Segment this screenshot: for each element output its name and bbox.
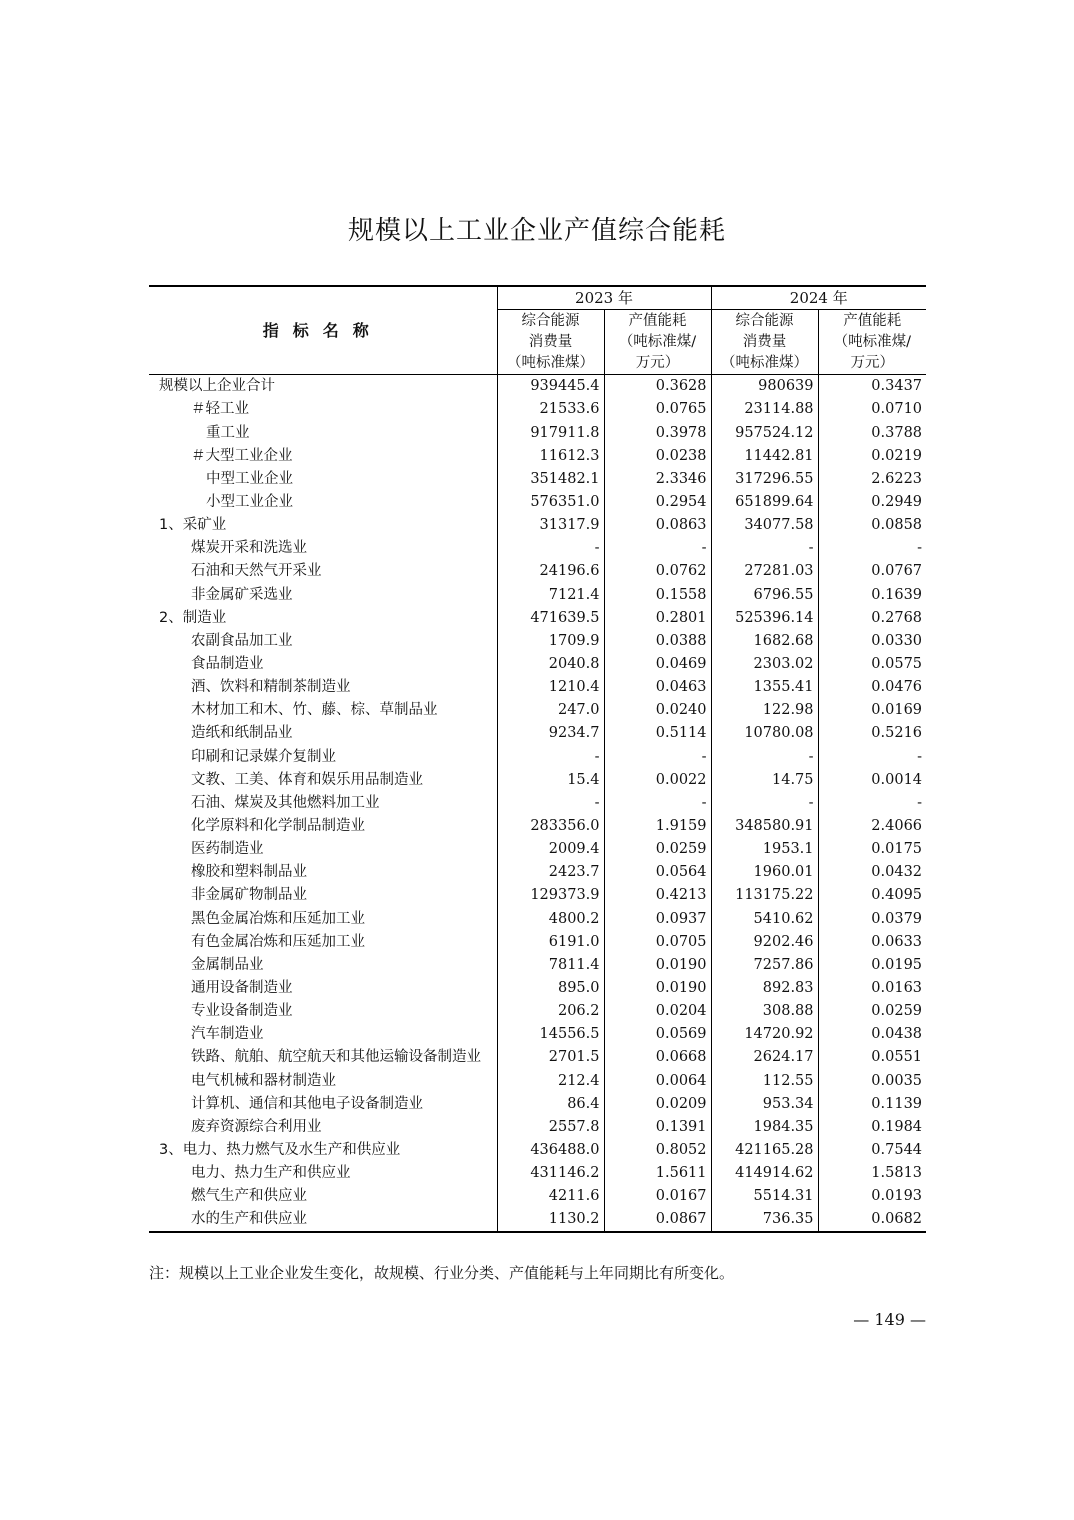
indicator-name: 文教、工美、体育和娱乐用品制造业 bbox=[191, 771, 423, 788]
year-2024-header: 2024 年 bbox=[711, 286, 926, 310]
energy-2024-value: 7257.86 bbox=[711, 954, 818, 977]
intensity-2024-value: 0.1984 bbox=[818, 1116, 926, 1139]
energy-2024-value: 113175.22 bbox=[711, 884, 818, 907]
table-row bbox=[149, 444, 926, 467]
intensity-2023-value: 0.0190 bbox=[604, 954, 711, 977]
intensity-2023-value: 0.0705 bbox=[604, 930, 711, 953]
intensity-2024-value: 0.0195 bbox=[818, 954, 926, 977]
intensity-2024-value: 0.0432 bbox=[818, 861, 926, 884]
intensity-2023-value: 0.8052 bbox=[604, 1139, 711, 1162]
table-row bbox=[149, 977, 926, 1000]
indicator-name: 煤炭开采和洗选业 bbox=[191, 540, 307, 557]
indicator-name: 石油、煤炭及其他燃料加工业 bbox=[191, 794, 380, 811]
table-row bbox=[149, 930, 926, 953]
energy-2023-value: 283356.0 bbox=[497, 815, 604, 838]
energy-2023-value: 917911.8 bbox=[497, 421, 604, 444]
table-row bbox=[149, 653, 926, 676]
energy-2024-value: 957524.12 bbox=[711, 421, 818, 444]
energy-2024-value: 1960.01 bbox=[711, 861, 818, 884]
indicator-name: 汽车制造业 bbox=[191, 1026, 264, 1043]
indicator-name: 印刷和记录媒介复制业 bbox=[191, 748, 336, 765]
indicator-name: 专业设备制造业 bbox=[191, 1003, 293, 1020]
energy-2023-value: 2701.5 bbox=[497, 1046, 604, 1069]
table-row bbox=[149, 421, 926, 444]
energy-2023-value: 576351.0 bbox=[497, 491, 604, 514]
intensity-2023-value: 0.0564 bbox=[604, 861, 711, 884]
indicator-name: 黑色金属冶炼和压延加工业 bbox=[191, 910, 365, 927]
table-row bbox=[149, 630, 926, 653]
energy-2023-value: 247.0 bbox=[497, 699, 604, 722]
intensity-2023-value: 0.0469 bbox=[604, 653, 711, 676]
intensity-2023-value: 0.1391 bbox=[604, 1116, 711, 1139]
energy-2024-value: 11442.81 bbox=[711, 444, 818, 467]
intensity-2024-value: 0.0379 bbox=[818, 907, 926, 930]
footnote: 注：规模以上工业企业发生变化，故规模、行业分类、产值能耗与上年同期比有所变化。 bbox=[149, 1264, 735, 1282]
energy-2024-value: 317296.55 bbox=[711, 468, 818, 491]
indicator-name: 酒、饮料和精制茶制造业 bbox=[191, 679, 351, 696]
energy-2023-value: - bbox=[497, 745, 604, 768]
intensity-2023-value: 0.1558 bbox=[604, 583, 711, 606]
table-row bbox=[149, 699, 926, 722]
intensity-2023-value: - bbox=[604, 792, 711, 815]
table-row bbox=[149, 792, 926, 815]
table-row bbox=[149, 560, 926, 583]
intensity-2023-value: 1.5611 bbox=[604, 1162, 711, 1185]
intensity-2024-value: 2.6223 bbox=[818, 468, 926, 491]
indicator-name: 农副食品加工业 bbox=[191, 632, 293, 649]
energy-2024-value: 348580.91 bbox=[711, 815, 818, 838]
intensity-2023-value: - bbox=[604, 745, 711, 768]
indicator-name: 橡胶和塑料制品业 bbox=[191, 864, 307, 881]
intensity-2024-value: 0.0163 bbox=[818, 977, 926, 1000]
indicator-name: 食品制造业 bbox=[191, 656, 264, 672]
intensity-2024-value: 0.0476 bbox=[818, 676, 926, 699]
table-row bbox=[149, 1046, 926, 1069]
table-row bbox=[149, 1208, 926, 1232]
intensity-2023-value: 0.0388 bbox=[604, 630, 711, 653]
table-row bbox=[149, 514, 926, 537]
energy-2023-value: 86.4 bbox=[497, 1092, 604, 1115]
intensity-2023-value: 0.3628 bbox=[604, 375, 711, 399]
energy-2024-value: 23114.88 bbox=[711, 398, 818, 421]
intensity-2024-value: 0.0014 bbox=[818, 768, 926, 791]
indicator-name: 燃气生产和供应业 bbox=[191, 1188, 307, 1205]
indicator-name: 木材加工和木、竹、藤、棕、草制品业 bbox=[191, 702, 438, 719]
energy-2023-value: 7121.4 bbox=[497, 583, 604, 606]
energy-2024-header: 综合能源 消费量 （吨标准煤） bbox=[711, 310, 818, 375]
energy-2023-value: 1210.4 bbox=[497, 676, 604, 699]
intensity-2023-value: 0.0668 bbox=[604, 1046, 711, 1069]
intensity-2023-value: 0.0569 bbox=[604, 1023, 711, 1046]
energy-consumption-table bbox=[149, 285, 926, 1233]
indicator-name: 电气机械和器材制造业 bbox=[191, 1072, 336, 1089]
energy-2024-value: 308.88 bbox=[711, 1000, 818, 1023]
intensity-2024-value: - bbox=[818, 745, 926, 768]
intensity-2024-value: 0.0259 bbox=[818, 1000, 926, 1023]
intensity-2023-value: 0.0937 bbox=[604, 907, 711, 930]
energy-2024-value: 414914.62 bbox=[711, 1162, 818, 1185]
energy-2024-value: 122.98 bbox=[711, 699, 818, 722]
energy-2023-value: 129373.9 bbox=[497, 884, 604, 907]
energy-2023-value: 1130.2 bbox=[497, 1208, 604, 1232]
energy-2024-value: 1984.35 bbox=[711, 1116, 818, 1139]
table-row bbox=[149, 815, 926, 838]
intensity-2023-value: 0.0259 bbox=[604, 838, 711, 861]
intensity-2024-header: 产值能耗 （吨标准煤/ 万元） bbox=[818, 310, 926, 375]
intensity-2023-value: 0.0863 bbox=[604, 514, 711, 537]
energy-2023-value: 2423.7 bbox=[497, 861, 604, 884]
intensity-2023-value: 0.0022 bbox=[604, 768, 711, 791]
intensity-2024-value: 0.3437 bbox=[818, 375, 926, 399]
energy-2024-value: 10780.08 bbox=[711, 722, 818, 745]
energy-2024-value: 9202.46 bbox=[711, 930, 818, 953]
intensity-2024-value: 0.5216 bbox=[818, 722, 926, 745]
intensity-2024-value: 0.2949 bbox=[818, 491, 926, 514]
table-row bbox=[149, 1162, 926, 1185]
indicator-name: 小型工业企业 bbox=[206, 494, 293, 511]
energy-2023-value: 436488.0 bbox=[497, 1139, 604, 1162]
table-row bbox=[149, 838, 926, 861]
energy-2024-value: - bbox=[711, 537, 818, 560]
energy-2024-value: 5410.62 bbox=[711, 907, 818, 930]
energy-2024-value: 421165.28 bbox=[711, 1139, 818, 1162]
intensity-2024-value: 0.0219 bbox=[818, 444, 926, 467]
table-row bbox=[149, 884, 926, 907]
energy-2024-value: 2303.02 bbox=[711, 653, 818, 676]
energy-2024-value: 1682.68 bbox=[711, 630, 818, 653]
energy-2023-value: 895.0 bbox=[497, 977, 604, 1000]
indicator-name: 医药制造业 bbox=[191, 841, 264, 858]
intensity-2024-value: 0.0633 bbox=[818, 930, 926, 953]
table-row bbox=[149, 375, 926, 399]
energy-2023-value: 939445.4 bbox=[497, 375, 604, 399]
intensity-2024-value: 0.0551 bbox=[818, 1046, 926, 1069]
table-row bbox=[149, 491, 926, 514]
table-row bbox=[149, 1139, 926, 1162]
intensity-2023-value: 0.0238 bbox=[604, 444, 711, 467]
energy-2023-value: 6191.0 bbox=[497, 930, 604, 953]
table-body bbox=[149, 375, 926, 1233]
table-row bbox=[149, 398, 926, 421]
energy-2024-value: 14.75 bbox=[711, 768, 818, 791]
intensity-2023-header: 产值能耗 （吨标准煤/ 万元） bbox=[604, 310, 711, 375]
intensity-2024-value: 0.4095 bbox=[818, 884, 926, 907]
energy-2023-value: 4800.2 bbox=[497, 907, 604, 930]
page-number: — 149 — bbox=[853, 1310, 926, 1329]
energy-2024-value: 27281.03 bbox=[711, 560, 818, 583]
intensity-2023-value: 0.3978 bbox=[604, 421, 711, 444]
energy-2024-value: 1953.1 bbox=[711, 838, 818, 861]
intensity-2024-value: 0.0035 bbox=[818, 1069, 926, 1092]
energy-2023-value: 24196.6 bbox=[497, 560, 604, 583]
energy-2023-value: 471639.5 bbox=[497, 606, 604, 629]
table-row bbox=[149, 1000, 926, 1023]
indicator-name: 有色金属冶炼和压延加工业 bbox=[191, 933, 365, 950]
indicator-name: ＃大型工业企业 bbox=[191, 447, 293, 464]
table-row bbox=[149, 583, 926, 606]
energy-2024-value: 112.55 bbox=[711, 1069, 818, 1092]
intensity-2023-value: 0.0765 bbox=[604, 398, 711, 421]
energy-2023-value: - bbox=[497, 792, 604, 815]
table-row bbox=[149, 1116, 926, 1139]
page-title: 规模以上工业企业产值综合能耗 bbox=[347, 216, 726, 246]
table-row bbox=[149, 861, 926, 884]
table-row bbox=[149, 768, 926, 791]
energy-2024-value: - bbox=[711, 792, 818, 815]
indicator-name: 3、电力、热力燃气及水生产和供应业 bbox=[159, 1141, 401, 1158]
energy-2024-value: 1355.41 bbox=[711, 676, 818, 699]
table-row bbox=[149, 1185, 926, 1208]
year-2023-header: 2023 年 bbox=[497, 286, 711, 310]
indicator-name: 铁路、航舶、航空航天和其他运输设备制造业 bbox=[191, 1049, 481, 1066]
indicator-name: 1、采矿业 bbox=[159, 517, 227, 534]
indicator-name: 水的生产和供应业 bbox=[149, 1208, 497, 1232]
energy-2024-value: 34077.58 bbox=[711, 514, 818, 537]
intensity-2024-value: 0.0438 bbox=[818, 1023, 926, 1046]
intensity-2024-value: 0.0169 bbox=[818, 699, 926, 722]
intensity-2023-value: 0.4213 bbox=[604, 884, 711, 907]
indicator-name: 非金属矿采选业 bbox=[191, 586, 293, 603]
energy-2023-value: 206.2 bbox=[497, 1000, 604, 1023]
intensity-2023-value: 0.0240 bbox=[604, 699, 711, 722]
intensity-2023-value: 1.9159 bbox=[604, 815, 711, 838]
table-row bbox=[149, 676, 926, 699]
energy-2023-value: 9234.7 bbox=[497, 722, 604, 745]
indicator-name: ＃轻工业 bbox=[191, 401, 249, 418]
energy-2024-value: 953.34 bbox=[711, 1092, 818, 1115]
energy-2024-value: 980639 bbox=[711, 375, 818, 399]
intensity-2024-value: 2.4066 bbox=[818, 815, 926, 838]
intensity-2023-value: 0.0867 bbox=[604, 1208, 711, 1232]
energy-2024-value: 651899.64 bbox=[711, 491, 818, 514]
indicator-name: 中型工业企业 bbox=[206, 470, 293, 487]
indicator-name: 规模以上企业合计 bbox=[159, 378, 275, 395]
energy-2023-value: 2009.4 bbox=[497, 838, 604, 861]
energy-2024-value: 2624.17 bbox=[711, 1046, 818, 1069]
indicator-name: 重工业 bbox=[206, 424, 250, 441]
indicator-name: 电力、热力生产和供应业 bbox=[191, 1165, 351, 1182]
intensity-2023-value: 0.0167 bbox=[604, 1185, 711, 1208]
energy-2023-value: 14556.5 bbox=[497, 1023, 604, 1046]
intensity-2023-value: 0.2801 bbox=[604, 606, 711, 629]
energy-2023-value: 351482.1 bbox=[497, 468, 604, 491]
energy-2023-value: 21533.6 bbox=[497, 398, 604, 421]
table-row bbox=[149, 468, 926, 491]
energy-2023-value: 2557.8 bbox=[497, 1116, 604, 1139]
intensity-2024-value: 0.0767 bbox=[818, 560, 926, 583]
energy-2024-value: 736.35 bbox=[711, 1208, 818, 1232]
intensity-2024-value: 0.1639 bbox=[818, 583, 926, 606]
indicator-name: 造纸和纸制品业 bbox=[191, 725, 293, 742]
energy-2024-value: 6796.55 bbox=[711, 583, 818, 606]
intensity-2024-value: - bbox=[818, 792, 926, 815]
energy-2023-header: 综合能源 消费量 （吨标准煤） bbox=[497, 310, 604, 375]
intensity-2024-value: 0.0330 bbox=[818, 630, 926, 653]
indicator-name: 金属制品业 bbox=[191, 956, 264, 973]
intensity-2024-value: 0.3788 bbox=[818, 421, 926, 444]
intensity-2023-value: 0.0463 bbox=[604, 676, 711, 699]
intensity-2024-value: 0.0575 bbox=[818, 653, 926, 676]
energy-2024-value: 14720.92 bbox=[711, 1023, 818, 1046]
indicator-name: 计算机、通信和其他电子设备制造业 bbox=[191, 1095, 423, 1112]
energy-2023-value: 1709.9 bbox=[497, 630, 604, 653]
intensity-2023-value: 0.0190 bbox=[604, 977, 711, 1000]
indicator-name: 废弃资源综合利用业 bbox=[191, 1118, 322, 1135]
indicator-name: 非金属矿物制品业 bbox=[191, 887, 307, 904]
indicator-name-header: 指标名称 bbox=[149, 286, 497, 375]
energy-2023-value: 7811.4 bbox=[497, 954, 604, 977]
indicator-name: 化学原料和化学制品制造业 bbox=[191, 817, 365, 834]
intensity-2024-value: 0.1139 bbox=[818, 1092, 926, 1115]
table-row bbox=[149, 1069, 926, 1092]
intensity-2023-value: 0.0204 bbox=[604, 1000, 711, 1023]
energy-2024-value: 525396.14 bbox=[711, 606, 818, 629]
table-row bbox=[149, 537, 926, 560]
indicator-name: 通用设备制造业 bbox=[191, 979, 293, 996]
intensity-2024-value: 0.0682 bbox=[818, 1208, 926, 1232]
energy-2023-value: 11612.3 bbox=[497, 444, 604, 467]
intensity-2024-value: 1.5813 bbox=[818, 1162, 926, 1185]
energy-2023-value: 31317.9 bbox=[497, 514, 604, 537]
intensity-2023-value: 0.0209 bbox=[604, 1092, 711, 1115]
intensity-2023-value: 0.0064 bbox=[604, 1069, 711, 1092]
intensity-2024-value: 0.0710 bbox=[818, 398, 926, 421]
table-row bbox=[149, 606, 926, 629]
table-row bbox=[149, 722, 926, 745]
intensity-2023-value: - bbox=[604, 537, 711, 560]
intensity-2024-value: 0.0193 bbox=[818, 1185, 926, 1208]
intensity-2023-value: 0.0762 bbox=[604, 560, 711, 583]
table-row bbox=[149, 954, 926, 977]
table-row bbox=[149, 745, 926, 768]
intensity-2023-value: 2.3346 bbox=[604, 468, 711, 491]
energy-2024-value: - bbox=[711, 745, 818, 768]
table-row bbox=[149, 907, 926, 930]
energy-2023-value: 431146.2 bbox=[497, 1162, 604, 1185]
table-row bbox=[149, 1023, 926, 1046]
energy-2023-value: 212.4 bbox=[497, 1069, 604, 1092]
intensity-2024-value: 0.0858 bbox=[818, 514, 926, 537]
energy-2024-value: 892.83 bbox=[711, 977, 818, 1000]
energy-2024-value: 5514.31 bbox=[711, 1185, 818, 1208]
intensity-2024-value: 0.7544 bbox=[818, 1139, 926, 1162]
table-row bbox=[149, 1092, 926, 1115]
indicator-name: 2、制造业 bbox=[159, 609, 227, 626]
energy-2023-value: - bbox=[497, 537, 604, 560]
intensity-2024-value: 0.2768 bbox=[818, 606, 926, 629]
intensity-2024-value: 0.0175 bbox=[818, 838, 926, 861]
energy-2023-value: 15.4 bbox=[497, 768, 604, 791]
energy-2023-value: 2040.8 bbox=[497, 653, 604, 676]
indicator-name: 石油和天然气开采业 bbox=[191, 563, 322, 580]
intensity-2023-value: 0.5114 bbox=[604, 722, 711, 745]
energy-2023-value: 4211.6 bbox=[497, 1185, 604, 1208]
intensity-2024-value: - bbox=[818, 537, 926, 560]
intensity-2023-value: 0.2954 bbox=[604, 491, 711, 514]
